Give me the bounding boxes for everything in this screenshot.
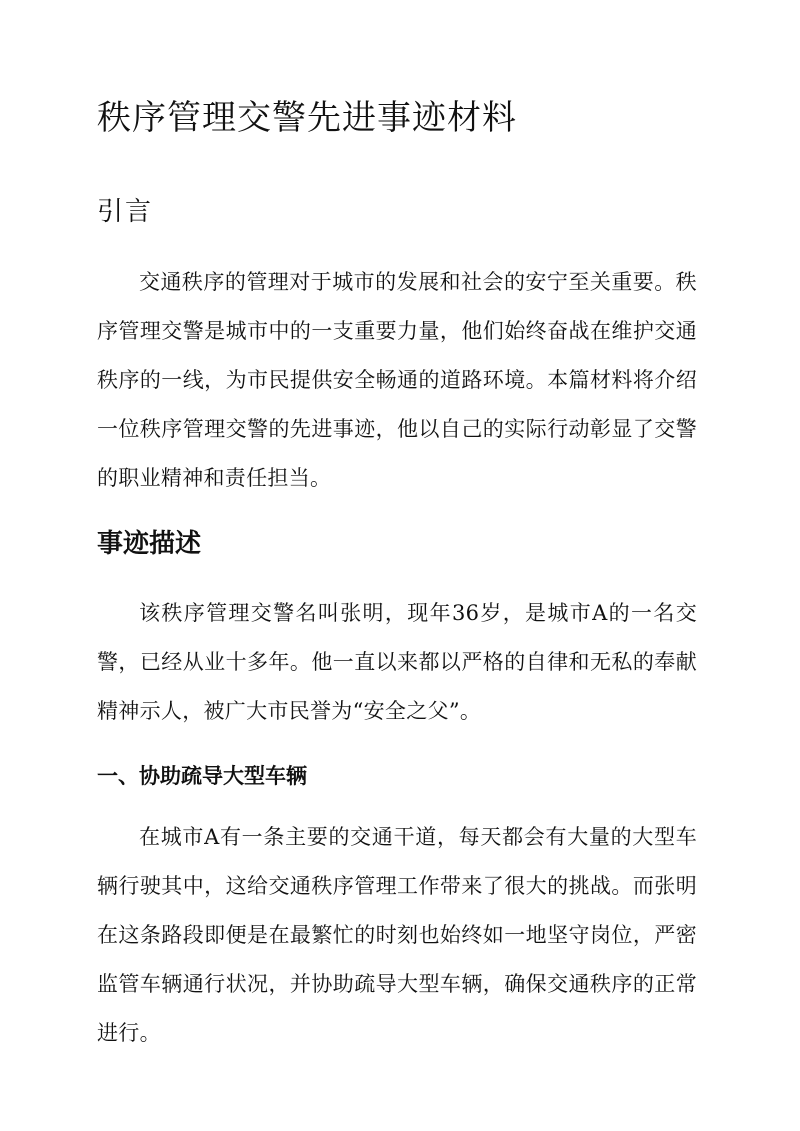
story-heading: 事迹描述 [97, 529, 202, 559]
document-title: 秩序管理交警先进事迹材料 [97, 98, 517, 138]
intro-heading: 引言 [97, 197, 154, 227]
large-vehicle-guidance-heading: 一、协助疏导大型车辆 [97, 763, 307, 788]
story-paragraph: 该秩序管理交警名叫张明，现年36岁，是城市A的一名交警，已经从业十多年。他一直以来都以严格的自律和无私的奉献精神示人，被广大市民誉为“安全之父”。 [97, 601, 697, 723]
large-vehicle-guidance-paragraph: 在城市A有一条主要的交通干道，每天都会有大量的大型车辆行驶其中，这给交通秩序管理工作带来了很大的挑战。而张明在这条路段即便是在最繁忙的时刻也始终如一地坚守岗位，严密监管车辆通行状况，并协助疏导大型车辆，确保交通秩序的正常进行。 [97, 825, 697, 1045]
intro-paragraph: 交通秩序的管理对于城市的发展和社会的安宁至关重要。秩序管理交警是城市中的一支重要力量，他们始终奋战在维护交通秩序的一线，为市民提供安全畅通的道路环境。本篇材料将介绍一位秩序管理交警的先进事迹，他以自己的实际行动彰显了交警的职业精神和责任担当。 [97, 270, 697, 490]
